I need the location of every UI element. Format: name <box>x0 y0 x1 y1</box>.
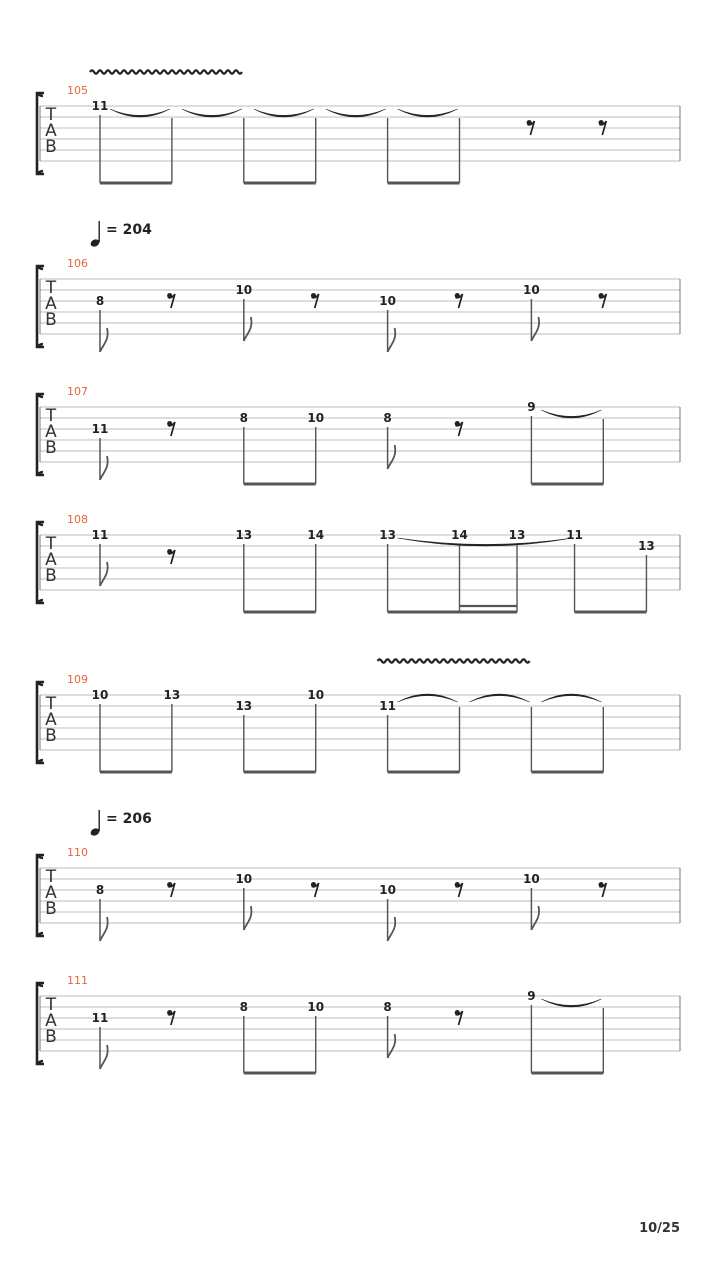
tab-letter: B <box>45 137 57 157</box>
tab-clef <box>45 867 57 919</box>
tie-slur <box>110 109 170 117</box>
tab-system <box>37 974 680 1073</box>
tie-slur <box>541 999 601 1007</box>
tab-clef <box>45 105 57 157</box>
tie-slur <box>398 109 458 117</box>
fret-number: 9 <box>527 989 536 1003</box>
tempo-mark <box>89 810 151 837</box>
tab-clef <box>45 278 57 330</box>
note-stem-flag <box>244 299 252 341</box>
tab-system <box>37 846 680 941</box>
note-stem-flag <box>388 427 396 469</box>
tab-letter: T <box>45 995 57 1015</box>
tab-letter: T <box>45 867 57 887</box>
fret-number: 10 <box>235 283 253 297</box>
tempo-value: = 204 <box>106 222 152 238</box>
tab-letter: T <box>45 278 57 298</box>
tab-letter: B <box>45 438 57 458</box>
note-stem-flag <box>100 310 108 352</box>
tie-slur <box>182 109 242 117</box>
tab-letter: A <box>45 550 57 570</box>
tab-system <box>37 513 680 612</box>
fret-number: 8 <box>239 411 248 425</box>
fret-number: 13 <box>379 528 396 542</box>
tab-system <box>37 659 680 772</box>
fret-number: 8 <box>239 1000 248 1014</box>
fret-number: 10 <box>307 688 325 702</box>
vibrato-marking <box>378 659 530 662</box>
measure-number: 111 <box>67 974 88 987</box>
tab-clef <box>45 534 57 586</box>
fret-number: 14 <box>307 528 325 542</box>
fret-number: 10 <box>307 1000 325 1014</box>
tab-letter: A <box>45 121 57 141</box>
note-stem-flag <box>388 899 396 941</box>
measure-number: 106 <box>67 257 88 270</box>
tab-letter: B <box>45 726 57 746</box>
tab-letter: B <box>45 310 57 330</box>
tie-slur <box>254 109 314 117</box>
fret-number: 11 <box>91 422 109 436</box>
fret-number: 10 <box>91 688 109 702</box>
fret-number: 10 <box>235 872 253 886</box>
tab-system <box>37 257 680 352</box>
note-stem-flag <box>244 888 252 930</box>
tab-clef <box>45 694 57 746</box>
note-stem-flag <box>100 1027 108 1069</box>
fret-number: 11 <box>379 699 396 713</box>
fret-number: 10 <box>379 294 396 308</box>
tab-letter: A <box>45 422 57 442</box>
tie-slur <box>541 410 601 418</box>
fret-number: 11 <box>91 1011 109 1025</box>
measure-number: 109 <box>67 673 88 686</box>
note-stem-flag <box>100 438 108 480</box>
page-number: 10/25 <box>639 1221 680 1236</box>
tab-letter: A <box>45 883 57 903</box>
measure-number: 105 <box>67 84 88 97</box>
fret-number: 11 <box>566 528 583 542</box>
fret-number: 13 <box>163 688 181 702</box>
fret-number: 13 <box>508 528 526 542</box>
tab-letter: B <box>45 899 57 919</box>
measure-number: 110 <box>67 846 88 859</box>
tab-letter: T <box>45 406 57 426</box>
tab-letter: A <box>45 710 57 730</box>
fret-number: 10 <box>307 411 325 425</box>
fret-number: 13 <box>235 699 253 713</box>
tab-system <box>37 70 680 183</box>
note-stem-flag <box>388 310 396 352</box>
tab-letter: B <box>45 1027 57 1047</box>
tab-letter: A <box>45 294 57 314</box>
fret-number: 14 <box>451 528 468 542</box>
fret-number: 10 <box>523 283 540 297</box>
note-stem-flag <box>531 888 539 930</box>
tab-letter: T <box>45 534 57 554</box>
fret-number: 10 <box>523 872 540 886</box>
fret-number: 8 <box>383 1000 392 1014</box>
tie-slur <box>326 109 386 117</box>
note-stem-flag <box>100 544 108 586</box>
fret-number: 13 <box>638 539 655 553</box>
note-stem-flag <box>100 899 108 941</box>
tempo-mark <box>89 221 152 248</box>
fret-number: 11 <box>91 528 109 542</box>
fret-number: 10 <box>379 883 396 897</box>
tab-system <box>37 385 680 484</box>
tab-letter: B <box>45 566 57 586</box>
fret-number: 8 <box>95 294 105 308</box>
fret-number: 8 <box>95 883 105 897</box>
fret-number: 8 <box>383 411 392 425</box>
tab-letter: T <box>45 105 57 125</box>
fret-number: 11 <box>91 99 109 113</box>
tab-letter: A <box>45 1011 57 1031</box>
tie-slur <box>398 538 573 546</box>
vibrato-marking <box>90 70 242 73</box>
tab-letter: T <box>45 694 57 714</box>
tab-clef <box>45 995 57 1047</box>
measure-number: 107 <box>67 385 88 398</box>
fret-number: 9 <box>527 400 536 414</box>
tab-clef <box>45 406 57 458</box>
tempo-value: = 206 <box>106 811 152 827</box>
measure-number: 108 <box>67 513 88 526</box>
fret-number: 13 <box>235 528 253 542</box>
note-stem-flag <box>388 1016 396 1058</box>
note-stem-flag <box>531 299 539 341</box>
